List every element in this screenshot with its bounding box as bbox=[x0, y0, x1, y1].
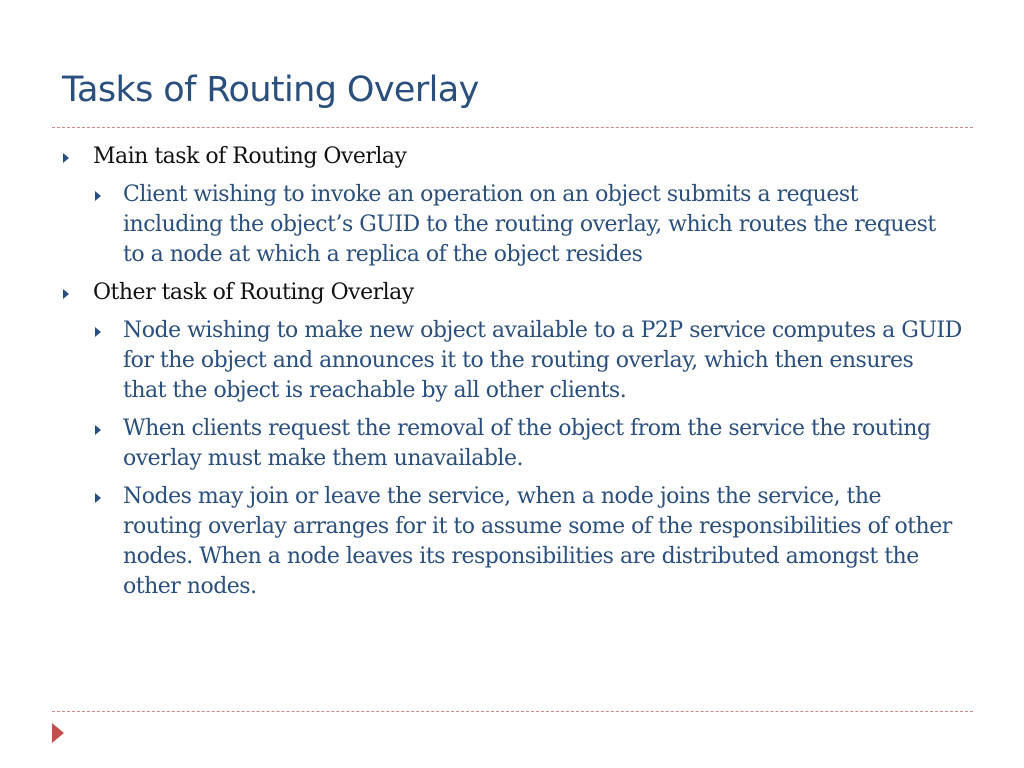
slide-title: Tasks of Routing Overlay bbox=[62, 70, 479, 110]
sub-bullet-text: Client wishing to invoke an operation on an object submits a request including the object’s GUID to the routing overlay, which routes the request to a node at which a replica of the object resides bbox=[123, 182, 936, 267]
sub-bullet-triangle-icon bbox=[95, 493, 101, 503]
sub-bullet-text: When clients request the removal of the object from the service the routing overlay must make them unavailable. bbox=[123, 416, 931, 471]
bullet-item-other-task bbox=[62, 278, 962, 308]
bullet-triangle-icon bbox=[63, 153, 69, 163]
title-divider bbox=[52, 127, 973, 128]
footer-divider bbox=[52, 711, 973, 712]
sub-bullet-triangle-icon bbox=[95, 425, 101, 435]
sub-bullet-item-client-request bbox=[93, 180, 962, 270]
corner-triangle-icon bbox=[52, 723, 64, 743]
sub-bullet-text: Nodes may join or leave the service, when a node joins the service, the routing overlay arranges for it to assume some of the responsibilities of other nodes. When a node leaves its responsibilities are distributed amongst the other nodes. bbox=[123, 484, 952, 599]
sub-bullet-item-removal bbox=[93, 414, 962, 474]
bullet-item-main-task bbox=[62, 142, 962, 172]
sub-bullet-item-new-object bbox=[93, 316, 962, 406]
bullet-triangle-icon bbox=[63, 289, 69, 299]
sub-bullet-text: Node wishing to make new object available to a P2P service computes a GUID for the object and announces it to the routing overlay, which then ensures that the object is reachable by all other clients. bbox=[123, 318, 962, 403]
sub-bullet-triangle-icon bbox=[95, 191, 101, 201]
sub-bullet-triangle-icon bbox=[95, 327, 101, 337]
sub-bullet-item-join-leave bbox=[93, 482, 962, 602]
slide-body bbox=[62, 142, 962, 610]
bullet-text: Other task of Routing Overlay bbox=[93, 280, 414, 305]
bullet-text: Main task of Routing Overlay bbox=[93, 144, 407, 169]
